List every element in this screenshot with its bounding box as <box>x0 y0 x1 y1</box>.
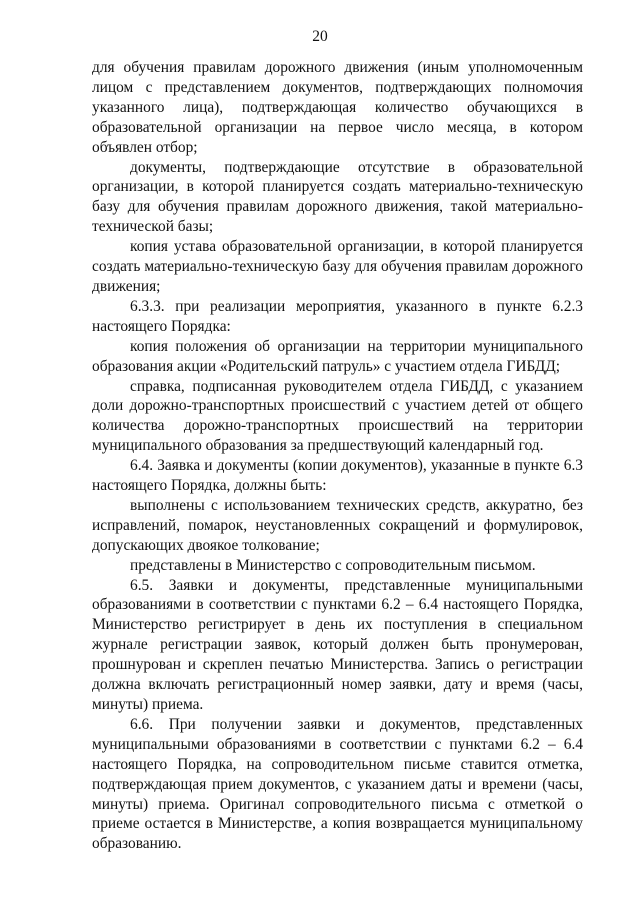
paragraph: 6.6. При получении заявки и документов, представленных муниципальными образованиями в соответствии с пунктами 6.2 – 6.4 настоящего Порядка, на сопроводительном письме ставится отметка, подтверждающая прием документов, с указанием даты и времени (часы, минуты) приема. Оригинал сопроводительного письма с отметкой о приеме остается в Министерстве, а копия возвращается муниципальному образованию. <box>92 715 583 853</box>
paragraph: 6.4. Заявка и документы (копии документов), указанные в пункте 6.3 настоящего Порядка, должны быть: <box>92 457 583 495</box>
page-number: 20 <box>312 28 328 45</box>
document-body <box>92 58 583 854</box>
paragraph: копия положения об организации на территории муниципального образования акции «Родительский патруль» с участием отдела ГИБДД; <box>92 337 583 375</box>
paragraph: представлены в Министерство с сопроводительным письмом. <box>130 556 536 574</box>
paragraph: 6.3.3. при реализации мероприятия, указанного в пункте 6.2.3 настоящего Порядка: <box>92 297 583 335</box>
paragraph: для обучения правилам дорожного движения (иным уполномоченным лицом с представлением документов, подтверждающих полномочия указанного лица), подтверждающая количество обучающихся в образовательной организации на первое число месяца, в котором объявлен отбор; <box>92 59 583 156</box>
paragraph: копия устава образовательной организации, в которой планируется создать материально-техническую базу для обучения правилам дорожного движения; <box>92 238 583 295</box>
paragraph: 6.5. Заявки и документы, представленные муниципальными образованиями в соответствии с пунктами 6.2 – 6.4 настоящего Порядка, Министерство регистрирует в день их поступления в специальном журнале регистрации заявок, который должен быть пронумерован, прошнурован и скреплен печатью Министерства. Запись о регистрации должна включать регистрационный номер заявки, дату и время (часы, минуты) приема. <box>92 576 583 713</box>
paragraph: документы, подтверждающие отсутствие в образовательной организации, в которой планируется создать материально-техническую базу для обучения правилам дорожного движения, такой материально-технической базы; <box>92 158 583 236</box>
paragraph: выполнены с использованием технических средств, аккуратно, без исправлений, помарок, неустановленных сокращений и формулировок, допускающих двоякое толкование; <box>92 496 583 554</box>
paragraph: справка, подписанная руководителем отдела ГИБДД, с указанием доли дорожно-транспортных происшествий с участием детей от общего количества дорожно-транспортных происшествий на территории муниципального образования за предшествующий календарный год. <box>92 377 583 455</box>
